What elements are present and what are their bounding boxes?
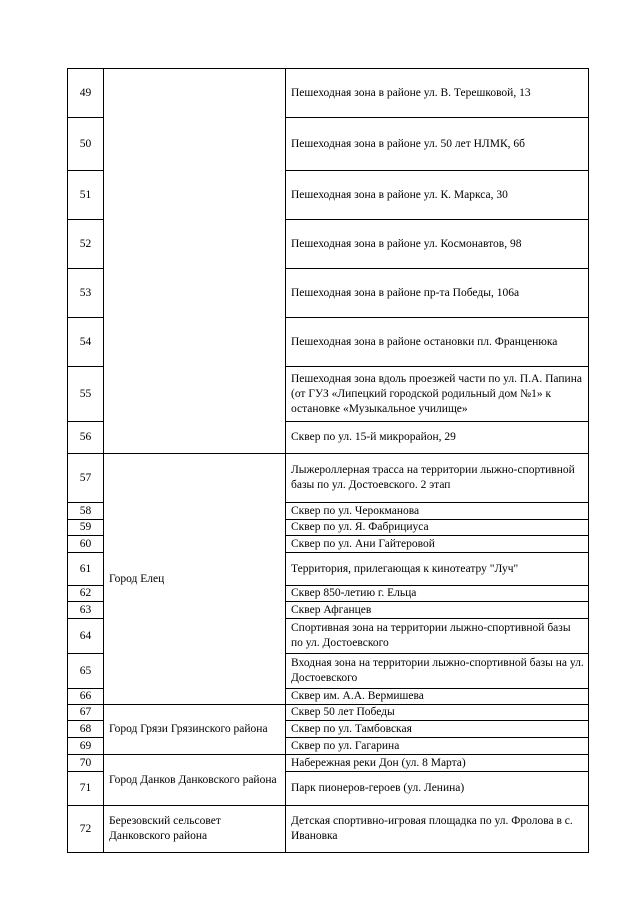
table-row bbox=[68, 705, 589, 721]
row-number: 51 bbox=[68, 171, 104, 220]
locality-cell: Город Елец bbox=[104, 454, 286, 705]
object-name: Набережная реки Дон (ул. 8 Марта) bbox=[286, 755, 589, 772]
row-number: 65 bbox=[68, 654, 104, 689]
row-number: 54 bbox=[68, 318, 104, 367]
object-name: Детская спортивно-игровая площадка по ул. Фролова в с. Ивановка bbox=[286, 806, 589, 853]
object-name: Сквер по ул. Тамбовская bbox=[286, 721, 589, 738]
table-row bbox=[68, 69, 589, 118]
row-number: 61 bbox=[68, 553, 104, 586]
row-number: 63 bbox=[68, 602, 104, 619]
row-number: 70 bbox=[68, 755, 104, 772]
object-name: Сквер 50 лет Победы bbox=[286, 705, 589, 721]
row-number: 55 bbox=[68, 367, 104, 422]
object-name: Пешеходная зона в районе ул. В. Терешковой, 13 bbox=[286, 69, 589, 118]
object-name: Пешеходная зона в районе ул. Космонавтов, 98 bbox=[286, 220, 589, 269]
table-row bbox=[68, 454, 589, 503]
locality-cell: Город Данков Данковского района bbox=[104, 755, 286, 806]
locality-cell: Березовский сельсовет Данковского района bbox=[104, 806, 286, 853]
locality-cell bbox=[104, 69, 286, 454]
object-name: Пешеходная зона в районе пр-та Победы, 106а bbox=[286, 269, 589, 318]
object-name: Сквер по ул. Черокманова bbox=[286, 503, 589, 520]
object-name: Сквер Афганцев bbox=[286, 602, 589, 619]
row-number: 56 bbox=[68, 422, 104, 454]
row-number: 64 bbox=[68, 619, 104, 654]
object-name: Сквер по ул. 15-й микрорайон, 29 bbox=[286, 422, 589, 454]
object-name: Пешеходная зона в районе остановки пл. Франценюка bbox=[286, 318, 589, 367]
object-name: Лыжероллерная трасса на территории лыжно-спортивной базы по ул. Достоевского. 2 этап bbox=[286, 454, 589, 503]
object-name: Сквер по ул. Гагарина bbox=[286, 738, 589, 755]
object-name: Сквер по ул. Ани Гайтеровой bbox=[286, 536, 589, 553]
object-name: Парк пионеров-героев (ул. Ленина) bbox=[286, 772, 589, 806]
row-number: 59 bbox=[68, 520, 104, 536]
table-row bbox=[68, 806, 589, 853]
object-name: Сквер им. А.А. Вермишева bbox=[286, 689, 589, 705]
object-name: Пешеходная зона в районе ул. К. Маркса, 30 bbox=[286, 171, 589, 220]
row-number: 69 bbox=[68, 738, 104, 755]
row-number: 71 bbox=[68, 772, 104, 806]
locality-cell: Город Грязи Грязинского района bbox=[104, 705, 286, 755]
row-number: 58 bbox=[68, 503, 104, 520]
object-name: Сквер по ул. Я. Фабрициуса bbox=[286, 520, 589, 536]
row-number: 67 bbox=[68, 705, 104, 721]
row-number: 49 bbox=[68, 69, 104, 118]
row-number: 66 bbox=[68, 689, 104, 705]
row-number: 60 bbox=[68, 536, 104, 553]
row-number: 72 bbox=[68, 806, 104, 853]
object-name: Пешеходная зона вдоль проезжей части по ул. П.А. Папина (от ГУЗ «Липецкий городской родильный дом №1» к остановке «Музыкальное училище» bbox=[286, 367, 589, 422]
table-row bbox=[68, 755, 589, 772]
objects-table bbox=[67, 68, 589, 853]
row-number: 52 bbox=[68, 220, 104, 269]
row-number: 57 bbox=[68, 454, 104, 503]
row-number: 50 bbox=[68, 118, 104, 171]
row-number: 62 bbox=[68, 586, 104, 602]
object-name: Пешеходная зона в районе ул. 50 лет НЛМК, 6б bbox=[286, 118, 589, 171]
object-name: Входная зона на территории лыжно-спортивной базы на ул. Достоевского bbox=[286, 654, 589, 689]
row-number: 68 bbox=[68, 721, 104, 738]
object-name: Сквер 850-летию г. Ельца bbox=[286, 586, 589, 602]
row-number: 53 bbox=[68, 269, 104, 318]
object-name: Территория, прилегающая к кинотеатру "Луч" bbox=[286, 553, 589, 586]
object-name: Спортивная зона на территории лыжно-спортивной базы по ул. Достоевского bbox=[286, 619, 589, 654]
